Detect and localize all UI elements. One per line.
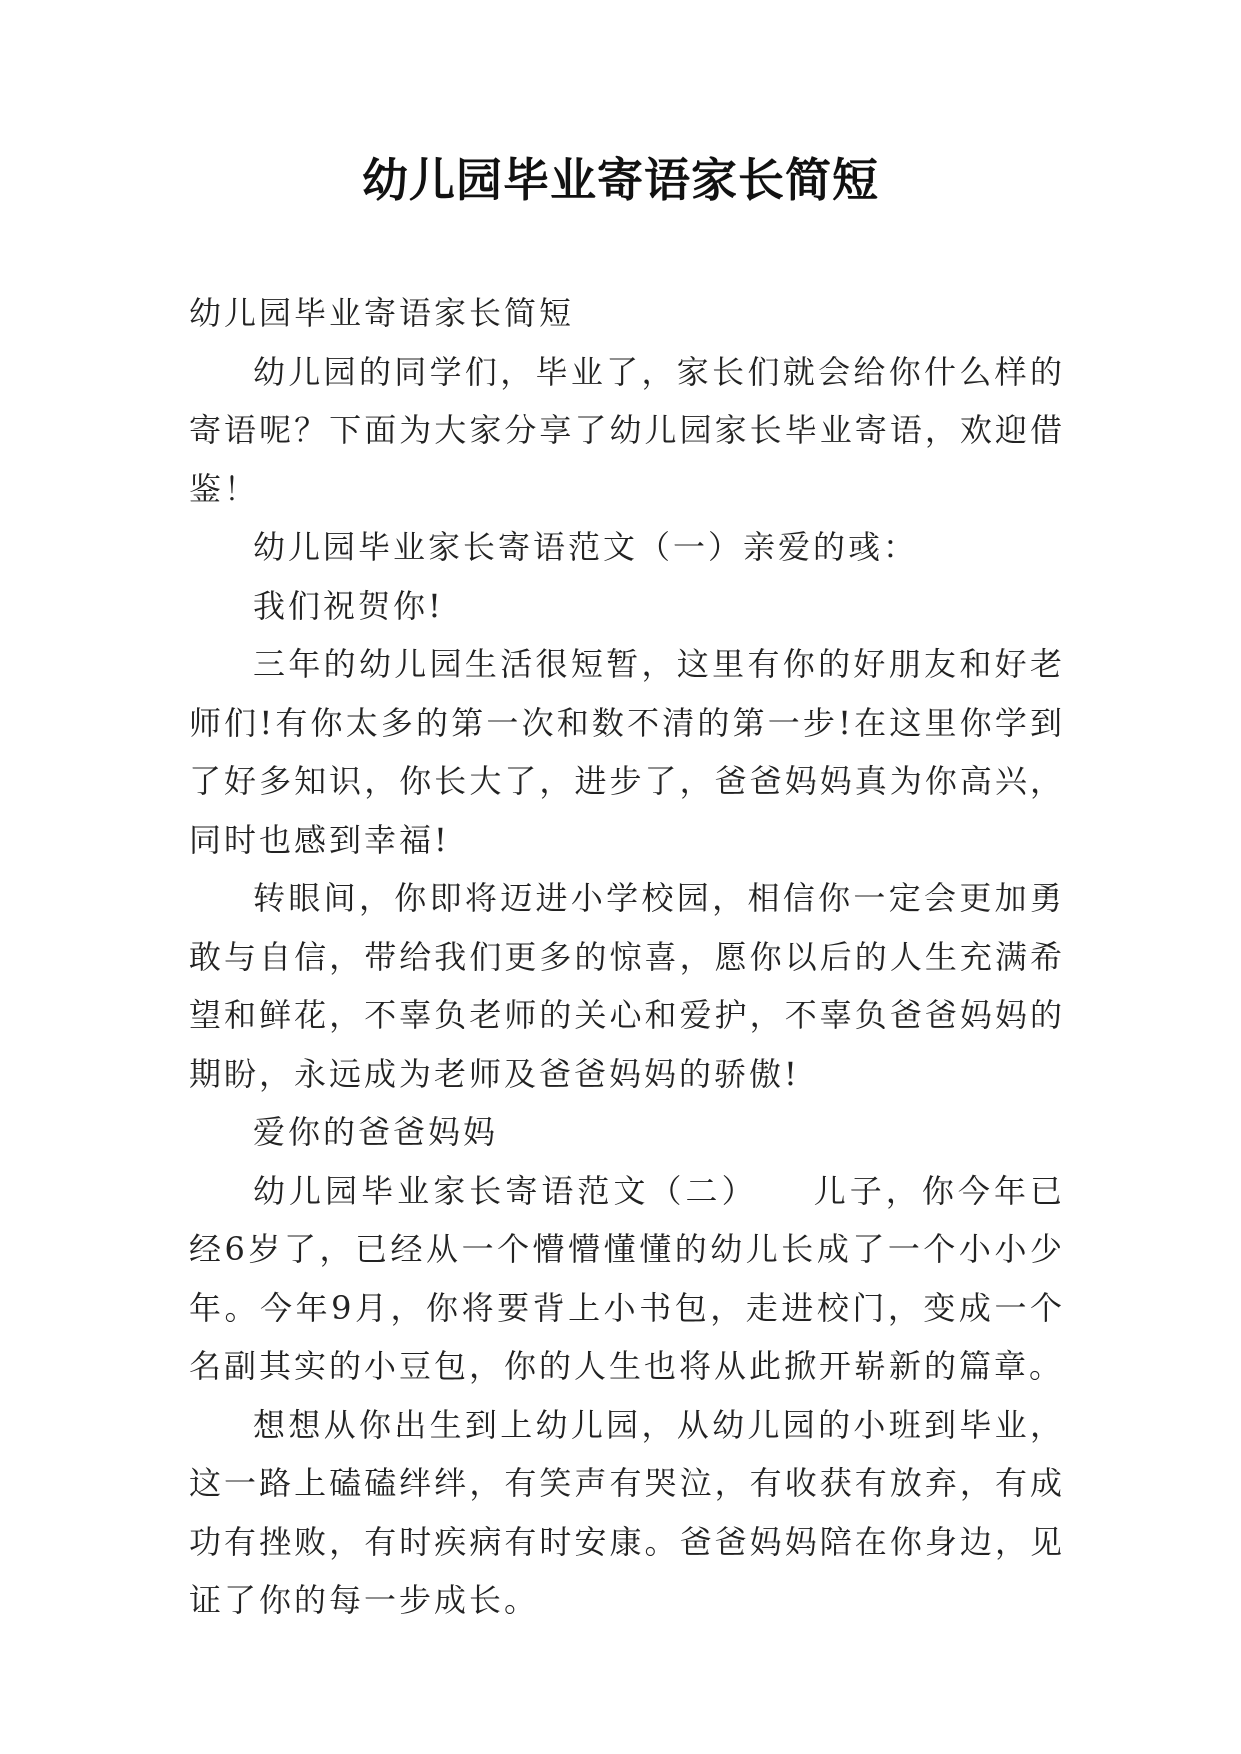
paragraph: 想想从你出生到上幼儿园，从幼儿园的小班到毕业，这一路上磕磕绊绊，有笑声有哭泣，有收获有放弃，有成功有挫败，有时疾病有时安康。爸爸妈妈陪在你身边，见证了你的每一步成长。 xyxy=(189,1405,1065,1619)
document-body xyxy=(189,284,1065,1630)
paragraph: 我们祝贺你! xyxy=(253,586,444,625)
paragraph: 转眼间，你即将迈进小学校园，相信你一定会更加勇敢与自信，带给我们更多的惊喜，愿你以后的人生充满希望和鲜花，不辜负老师的关心和爱护，不辜负爸爸妈妈的期盼，永远成为老师及爸爸妈妈的骄傲! xyxy=(189,879,1065,1093)
document-title: 幼儿园毕业寄语家长简短 xyxy=(362,153,879,207)
paragraph: 三年的幼儿园生活很短暂，这里有你的好朋友和好老师们!有你太多的第一次和数不清的第一步!在这里你学到了好多知识，你长大了，进步了，爸爸妈妈真为你高兴，同时也感到幸福! xyxy=(189,645,1065,859)
paragraph: 幼儿园毕业家长寄语范文（二） 儿子，你今年已经6岁了，已经从一个懵懵懂懂的幼儿长成了一个小小少年。今年9月，你将要背上小书包，走进校门，变成一个名副其实的小豆包，你的人生也将从此掀开崭新的篇章。 xyxy=(189,1171,1065,1385)
paragraph-signature: 爱你的爸爸妈妈 xyxy=(253,1113,499,1151)
paragraph: 幼儿园的同学们，毕业了，家长们就会给你什么样的寄语呢？下面为大家分享了幼儿园家长毕业寄语，欢迎借鉴！ xyxy=(189,352,1065,508)
paragraph: 幼儿园毕业家长寄语范文（一）亲爱的彧： xyxy=(253,528,919,566)
paragraph-heading: 幼儿园毕业寄语家长简短 xyxy=(189,294,575,332)
